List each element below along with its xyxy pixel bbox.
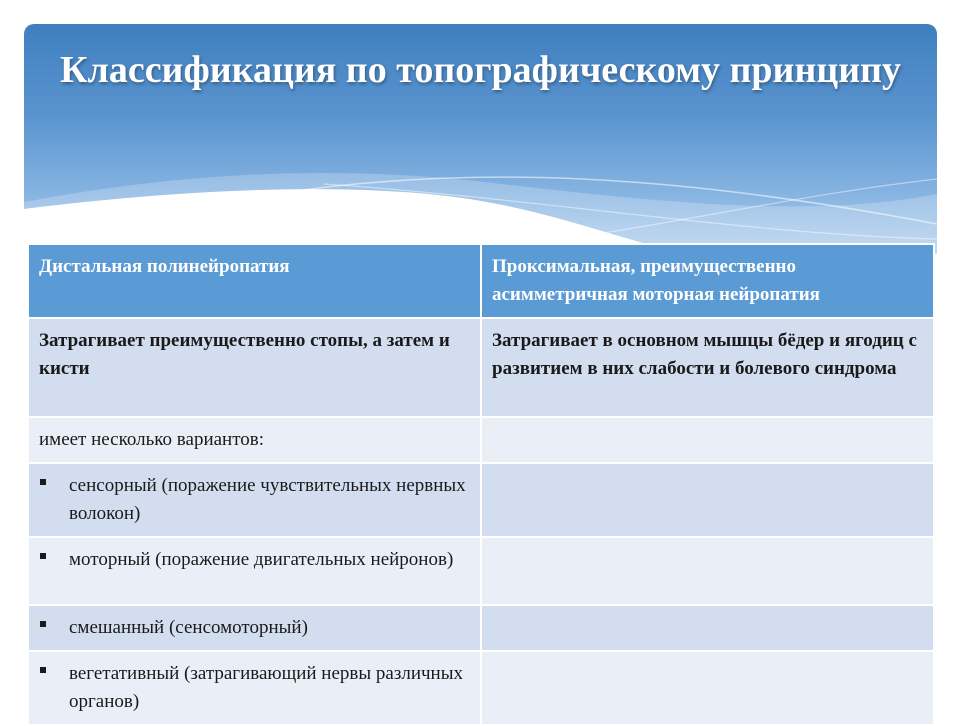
table-row	[28, 318, 934, 417]
variant-label: сенсорный (поражение чувствительных нервных волокон)	[69, 475, 466, 524]
slide-title: Классификация по топографическому принципу	[59, 49, 902, 91]
variants-intro: имеет несколько вариантов:	[28, 417, 481, 463]
variant-item	[28, 605, 481, 651]
variant-item	[28, 651, 481, 725]
empty-cell	[481, 463, 934, 537]
empty-cell	[481, 651, 934, 725]
table-header-row	[28, 244, 934, 318]
table-row	[28, 537, 934, 605]
header-proximal: Проксимальная, преимущественно асимметричная моторная нейропатия	[481, 244, 934, 318]
header-distal: Дистальная полинейропатия	[28, 244, 481, 318]
proximal-description: Затрагивает в основном мышцы бёдер и ягодиц с развитием в них слабости и болевого синдрома	[481, 318, 934, 417]
empty-cell	[481, 605, 934, 651]
table-row	[28, 417, 934, 463]
empty-cell	[481, 417, 934, 463]
square-bullet-icon	[40, 621, 46, 627]
square-bullet-icon	[40, 479, 46, 485]
variant-item	[28, 463, 481, 537]
classification-table	[27, 243, 933, 726]
table-row	[28, 605, 934, 651]
variant-label: моторный (поражение двигательных нейронов)	[69, 549, 454, 570]
variant-item	[28, 537, 481, 605]
variant-label: смешанный (сенсомоторный)	[69, 617, 308, 638]
empty-cell	[481, 537, 934, 605]
table-row	[28, 651, 934, 725]
square-bullet-icon	[40, 667, 46, 673]
square-bullet-icon	[40, 553, 46, 559]
distal-description: Затрагивает преимущественно стопы, а затем и кисти	[28, 318, 481, 417]
table-row	[28, 463, 934, 537]
variant-label: вегетативный (затрагивающий нервы различных органов)	[69, 663, 463, 712]
